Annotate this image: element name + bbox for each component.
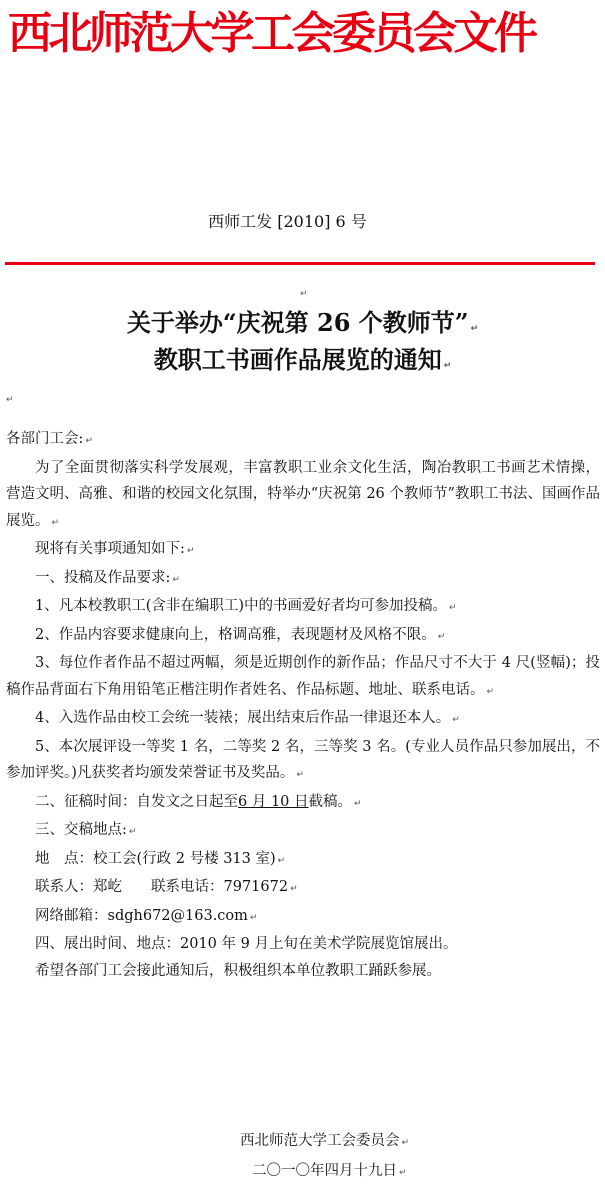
paragraph-mark-icon: ↵ [443, 361, 452, 371]
signature-organization [240, 1128, 540, 1156]
document-header-title: 西北师范大学工会委员会文件 [8, 8, 535, 59]
document-number: 西师工发 [2010] 6 号 [208, 212, 367, 231]
intro-paragraph [6, 455, 600, 537]
paragraph-mark-icon: ↵ [6, 395, 14, 405]
requirement-item-4-text: 4、入选作品由校工会统一装裱；展出结束后作品一律退还本人。 [35, 710, 451, 726]
requirement-item-1 [6, 593, 600, 622]
notice-title-line-2 [0, 343, 605, 383]
notice-body [6, 426, 600, 984]
email-info [6, 903, 600, 932]
notice-title-line-2-text: 教职工书画作品展览的通知 [153, 345, 442, 374]
requirement-item-2-text: 2、作品内容要求健康向上，格调高雅，表现题材及风格不限。 [35, 626, 436, 643]
paragraph-mark-icon: ↵ [85, 436, 93, 446]
requirement-item-5 [6, 734, 600, 789]
notice-lead [6, 536, 600, 565]
section-1-heading-text: 一、投稿及作品要求: [35, 569, 171, 586]
paragraph-mark-icon: ↵ [354, 798, 362, 809]
requirement-item-3 [6, 650, 600, 705]
signature-date [252, 1158, 552, 1186]
paragraph-mark-icon: ↵ [186, 546, 195, 556]
closing-text: 希望各部门工会接此通知后，积极组织本单位教职工踊跃参展。 [35, 962, 441, 979]
notice-title-line-1 [0, 306, 605, 346]
paragraph-mark-icon: ↵ [277, 855, 286, 866]
section-2-prefix-text: 二、征稿时间：自发文之日起至 [35, 793, 238, 810]
paragraph-mark-icon: ↵ [249, 912, 258, 923]
salutation-text: 各部门工会: [6, 431, 84, 447]
paragraph-mark-icon: ↵ [300, 289, 308, 299]
paragraph-mark-icon: ↵ [296, 770, 304, 780]
requirement-item-3-text: 3、每位作者作品不超过两幅，须是近期创作的新作品；作品尺寸不大于 4 尺(竖幅)；投稿作品背面右下角用铅笔正楷注明作者姓名、作品标题、地址、联系电话。 [6, 655, 600, 698]
paragraph-mark-icon: ↵ [449, 603, 457, 613]
paragraph-mark-icon: ↵ [401, 1138, 410, 1148]
intro-text: 为了全面贯彻落实科学发展观，丰富教职工业余文化生活，陶冶教职工书画艺术情操，营造文明、高雅、和谐的校园文化氛围，特举办“庆祝第 26 个教师节”教职工书法、国画作品展览。 [6, 459, 600, 529]
submission-location-text: 地 点：校工会(行政 2 号楼 313 室) [35, 850, 276, 867]
signature-date-text: 二〇一〇年四月十九日 [252, 1163, 397, 1179]
paragraph-mark-icon: ↵ [452, 715, 460, 725]
requirement-item-2 [6, 622, 600, 651]
red-divider-line [5, 262, 595, 265]
paragraph-mark-icon: ↵ [290, 884, 298, 894]
notice-title-line-1-text: 关于举办“庆祝第 26 个教师节” [126, 308, 469, 337]
requirement-item-4 [6, 705, 600, 734]
requirement-item-1-text: 1、凡本校教职工(含非在编职工)中的书画爱好者均可参加投稿。 [35, 598, 448, 614]
contact-info [6, 874, 600, 903]
section-4-exhibition [6, 931, 600, 958]
section-3-heading [6, 817, 600, 846]
salutation [6, 426, 600, 455]
section-2-deadline [6, 789, 600, 818]
paragraph-mark-icon: ↵ [486, 686, 495, 697]
closing-paragraph [6, 958, 600, 985]
email-text: 网络邮箱：sdgh672@163.com [35, 907, 248, 924]
section-2-suffix-text: 截稿。 [308, 793, 353, 810]
submission-location [6, 846, 600, 875]
requirement-item-5-text: 5、本次展评设一等奖 1 名，二等奖 2 名，三等奖 3 名。(专业人员作品只参加展出，不参加评奖。)凡获奖者均颁发荣誉证书及奖品。 [6, 738, 600, 781]
paragraph-mark-icon: ↵ [399, 1168, 407, 1178]
paragraph-mark-icon: ↵ [128, 827, 137, 837]
contact-info-text: 联系人：郑屹 联系电话：7971672 [35, 879, 289, 895]
deadline-date: 6 月 10 日 [238, 793, 309, 810]
paragraph-mark-icon: ↵ [470, 324, 479, 334]
notice-lead-text: 现将有关事项通知如下: [35, 541, 185, 557]
section-3-heading-text: 三、交稿地点: [35, 822, 127, 838]
signature-organization-text: 西北师范大学工会委员会 [240, 1133, 400, 1149]
paragraph-mark-icon: ↵ [437, 631, 446, 642]
paragraph-mark-icon: ↵ [51, 517, 60, 528]
paragraph-mark-icon: ↵ [172, 574, 180, 585]
section-4-text: 四、展出时间、地点：2010 年 9 月上旬在美术学院展览馆展出。 [35, 936, 458, 952]
section-1-heading [6, 565, 600, 594]
